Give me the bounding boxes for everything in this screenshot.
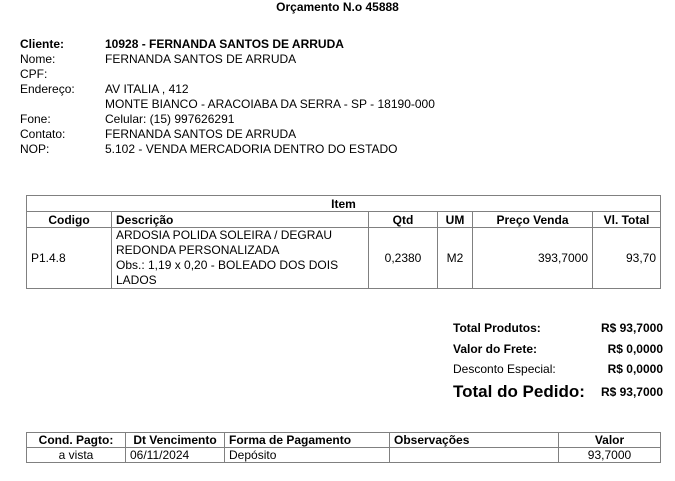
nome-row (20, 52, 435, 67)
items-table (26, 195, 661, 289)
item-um: M2 (438, 228, 473, 289)
payment-table (26, 432, 661, 463)
items-caption: Item (27, 196, 661, 212)
col-total: Vl. Total (593, 212, 661, 228)
frete-label: Valor do Frete: (453, 341, 538, 356)
item-preco: 393,7000 (473, 228, 593, 289)
total-produtos-row (453, 318, 663, 338)
total-produtos-label: Total Produtos: (453, 321, 541, 335)
fone-value: Celular: (15) 997626291 (105, 112, 235, 126)
item-desc-line: REDONDA PERSONALIZADA (116, 243, 280, 257)
pay-obs (390, 448, 559, 463)
contato-label: Contato: (20, 127, 66, 141)
page-title: Orçamento N.o 45888 (276, 0, 399, 14)
desconto-row (453, 359, 663, 379)
desconto-label: Desconto Especial: (453, 362, 556, 376)
cliente-label: Cliente: (20, 37, 65, 51)
table-row (27, 448, 661, 463)
totals-block (453, 318, 663, 405)
item-qtd: 0,2380 (369, 228, 438, 289)
endereco-line2: MONTE BIANCO - ARACOIABA DA SERRA - SP - 18190-000 (105, 97, 435, 111)
col-valor: Valor (559, 433, 661, 448)
pay-valor: 93,7000 (559, 448, 661, 463)
nop-row (20, 142, 435, 157)
endereco-label: Endereço: (20, 82, 75, 96)
item-codigo: P1.4.8 (27, 228, 112, 289)
col-preco: Preço Venda (473, 212, 593, 228)
col-codigo: Codigo (27, 212, 112, 228)
col-qtd: Qtd (369, 212, 438, 228)
desconto-value: R$ 0,0000 (607, 362, 663, 376)
cpf-row (20, 67, 435, 82)
total-pedido-row (453, 379, 663, 405)
col-dt-vencimento: Dt Vencimento (126, 433, 225, 448)
col-um: UM (438, 212, 473, 228)
nome-value: FERNANDA SANTOS DE ARRUDA (105, 52, 297, 66)
endereco-line1: AV ITALIA , 412 (105, 82, 189, 96)
frete-row (453, 338, 663, 359)
cliente-value: 10928 - FERNANDA SANTOS DE ARRUDA (105, 37, 344, 51)
item-total: 93,70 (593, 228, 661, 289)
fone-label: Fone: (20, 112, 51, 126)
nop-label: NOP: (20, 142, 50, 156)
col-descricao: Descrição (112, 212, 369, 228)
pay-cond: a vista (27, 448, 126, 463)
frete-value: R$ 0,0000 (607, 341, 663, 356)
nome-label: Nome: (20, 52, 56, 66)
item-desc-line: ARDOSIA POLIDA SOLEIRA / DEGRAU (116, 228, 333, 242)
item-desc-line: LADOS (116, 273, 157, 287)
cpf-label: CPF: (20, 67, 48, 81)
table-row (27, 228, 661, 289)
item-desc-line: Obs.: 1,19 x 0,20 - BOLEADO DOS DOIS (116, 258, 339, 272)
col-observacoes: Observações (390, 433, 559, 448)
cliente-row (20, 37, 435, 52)
contato-value: FERNANDA SANTOS DE ARRUDA (105, 127, 297, 141)
contato-row (20, 127, 435, 142)
pay-venc: 06/11/2024 (126, 448, 225, 463)
endereco-row-2 (20, 97, 435, 112)
col-cond-pagto: Cond. Pagto: (27, 433, 126, 448)
nop-value: 5.102 - VENDA MERCADORIA DENTRO DO ESTADO (105, 142, 398, 156)
endereco-row (20, 82, 435, 97)
fone-row (20, 112, 435, 127)
items-header-row (27, 212, 661, 228)
col-forma-pagamento: Forma de Pagamento (225, 433, 390, 448)
item-descricao (112, 228, 369, 289)
total-produtos-value: R$ 93,7000 (600, 321, 663, 335)
total-pedido-value: R$ 93,7000 (600, 385, 663, 399)
customer-info (20, 37, 435, 157)
payment-header-row (27, 433, 661, 448)
pay-forma: Depósito (225, 448, 390, 463)
total-pedido-label: Total do Pedido: (453, 382, 585, 401)
